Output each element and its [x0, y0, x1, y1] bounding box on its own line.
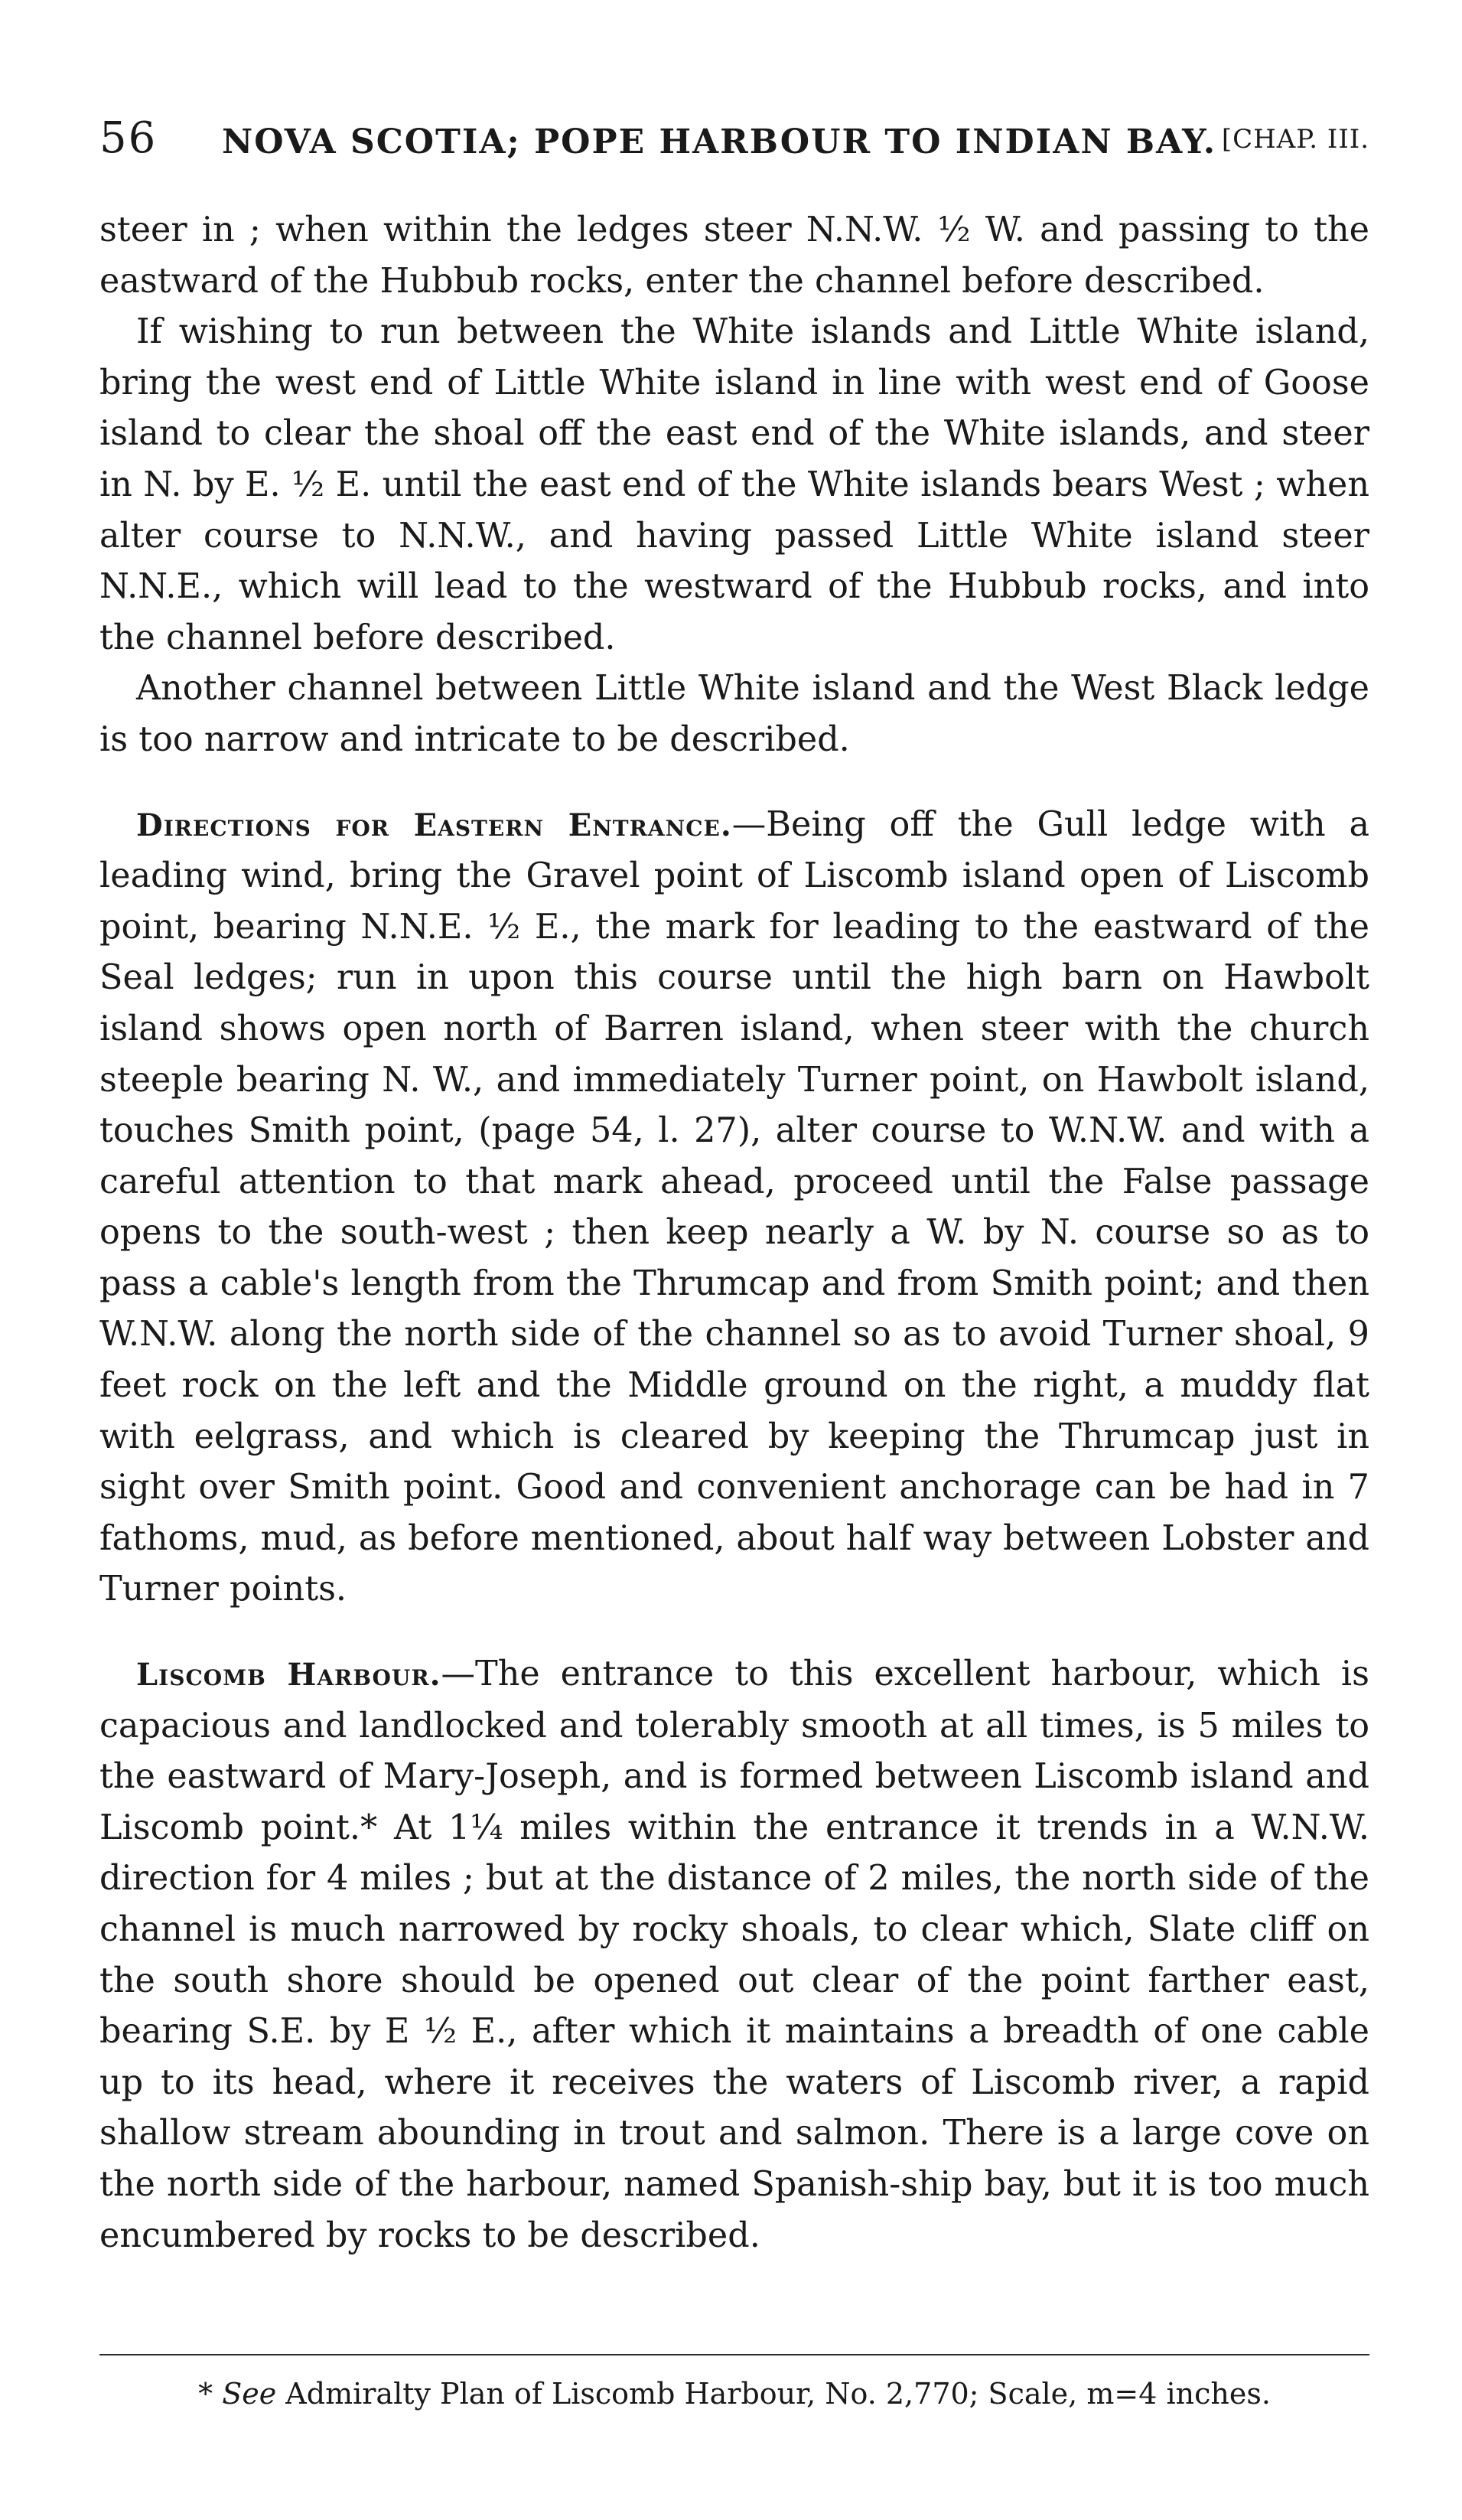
page-number: 56 — [99, 113, 158, 163]
footnote-text: Admiralty Plan of Liscomb Harbour, No. 2,770; Scale, m=4 inches. — [285, 2377, 1271, 2411]
running-title: NOVA SCOTIA; POPE HARBOUR TO INDIAN BAY. — [222, 122, 1217, 161]
footnote — [99, 2372, 1369, 2415]
chapter-marker: [CHAP. III. — [1221, 124, 1369, 155]
section-label-eastern-entrance: Directions for Eastern Entrance. — [136, 807, 732, 843]
footnote-divider — [99, 2354, 1369, 2355]
paragraph-another-channel: Another channel between Little White island and the West Black ledge is too narrow and intricate to be described. — [99, 669, 1369, 759]
paragraph-eastern-entrance: Directions for Eastern Entrance.—Being off the Gull ledge with a leading wind, bring the Gravel point of Liscomb island open of Liscomb point, bearing N.N.E. ½ E., the mark for leading to the eastward of the Seal ledges; run in upon this course until the high barn on Hawbolt island shows open north of Barren island, when steer with the church steeple bearing N. W., and immediately Turner point, on Hawbolt island, touches Smith point, (page 54, l. 27), alter course to W.N.W. and with a careful attention to that mark ahead, proceed until the False passage opens to the south-west ; then keep nearly a W. by N. course so as to pass a cable's length from the Thrumcap and from Smith point; and then W.N.W. along the north side of the channel so as to avoid Turner shoal, 9 feet rock on the left and the Middle ground on the right, a muddy flat with eelgrass, and which is cleared by keeping the Thrumcap just in sight over Smith point. Good and convenient anchorage can be had in 7 fathoms, mud, as before mentioned, about half way between Lobster and Turner points. — [99, 804, 1370, 1609]
footnote-see: See — [222, 2377, 277, 2411]
paragraph-liscomb-harbour: Liscomb Harbour.—The entrance to this excellent harbour, which is capacious and landlocked and tolerably smooth at all times, is 5 miles to the eastward of Mary-Joseph, and is formed between Liscomb island and Liscomb point.* At 1¼ miles within the entrance it trends in a W.N.W. direction for 4 miles ; but at the distance of 2 miles, the north side of the channel is much narrowed by rocky shoals, to clear which, Slate cliff on the south shore should be opened out clear of the point farther east, bearing S.E. by E ½ E., after which it maintains a breadth of one cable up to its head, where it receives the waters of Liscomb river, a rapid shallow stream abounding in trout and salmon. There is a large cove on the north side of the harbour, named Spanish-ship bay, but it is too much encumbered by rocks to be described. — [99, 1654, 1369, 2255]
paragraph-white-islands: If wishing to run between the White islands and Little White island, bring the west end of Little White island in line with west end of Goose island to clear the shoal off the east end of the White islands, and steer in N. by E. ½ E. until the east end of the White islands bears West ; when alter course to N.N.W., and having passed Little White island steer N.N.E., which will lead to the westward of the Hubbub rocks, and into the channel before described. — [99, 312, 1369, 657]
page-header — [99, 113, 1369, 174]
section-label-liscomb-harbour: Liscomb Harbour. — [136, 1657, 441, 1694]
footnote-marker: * — [198, 2377, 213, 2411]
body-text — [99, 205, 1369, 2261]
paragraph-steer-in: steer in ; when within the ledges steer N.N.W. ½ W. and passing to the eastward of the Hubbub rocks, enter the channel before described. — [99, 210, 1369, 301]
